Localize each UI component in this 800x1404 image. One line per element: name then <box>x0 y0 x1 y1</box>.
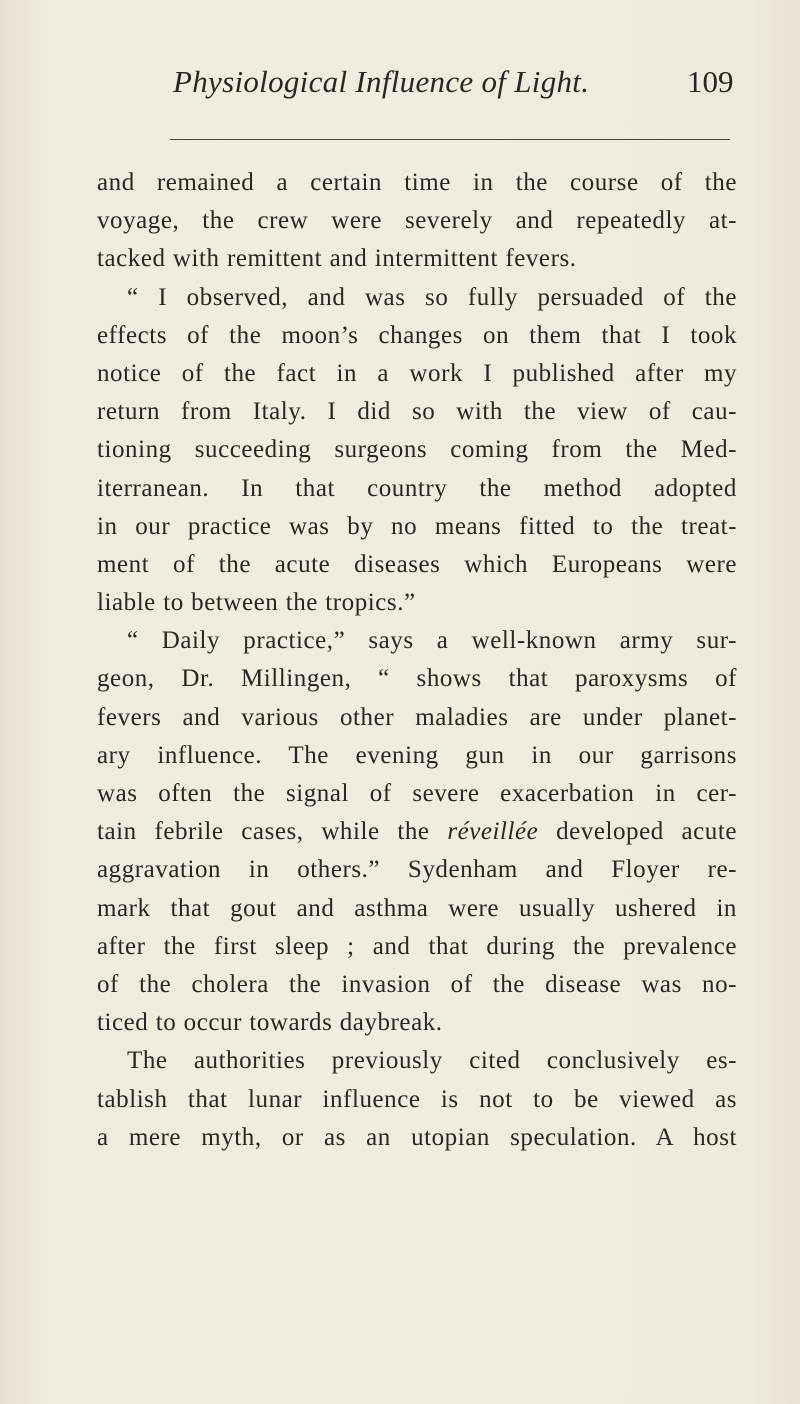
text-line: a mere myth, or as an utopian speculation. A host <box>97 1123 737 1151</box>
text-line: ment of the acute diseases which Europeans were <box>97 550 737 578</box>
text-line: ticed to occur towards daybreak. <box>97 1009 443 1037</box>
text-line: was often the signal of severe exacerbation in cer- <box>97 780 737 807</box>
text-line: mark that gout and asthma were usually ushered in <box>97 894 737 922</box>
body-text <box>97 164 737 1157</box>
italic-word: réveillée <box>447 818 539 846</box>
text-line: “ I observed, and was so fully persuaded of the <box>127 283 737 311</box>
header-rule <box>170 139 730 140</box>
page-header <box>0 64 800 108</box>
text-line: tablish that lunar influence is not to be viewed as <box>97 1085 737 1113</box>
text-line: “ Daily practice,” says a well-known army sur- <box>127 627 737 655</box>
text-line: geon, Dr. Millingen, “ shows that paroxysms of <box>97 665 737 693</box>
text-line: after the first sleep ; and that during the prevalence <box>97 932 737 960</box>
text-line: of the cholera the invasion of the disease was no- <box>97 970 737 998</box>
text-line: iterranean. In that country the method adopted <box>97 474 737 502</box>
page-number: 109 <box>687 64 734 99</box>
text-line: effects of the moon’s changes on them that I took <box>97 321 737 349</box>
text-line: in our practice was by no means fitted to the treat- <box>97 512 737 540</box>
text-line: aggravation in others.” Sydenham and Floyer re- <box>97 856 737 884</box>
text-line-with-italic <box>97 813 737 851</box>
text-line: return from Italy. I did so with the view of cau- <box>97 398 737 426</box>
text-line: notice of the fact in a work I published after my <box>97 359 737 387</box>
text-line: liable to between the tropics.” <box>97 589 416 617</box>
text-line: tacked with remittent and intermittent fevers. <box>97 245 577 273</box>
running-title: Physiological Influence of Light. <box>173 64 590 99</box>
line-text-after: developed acute <box>538 818 737 846</box>
text-line: voyage, the crew were severely and repeatedly at- <box>97 207 737 235</box>
text-line: fevers and various other maladies are under planet- <box>97 703 737 731</box>
line-text-before: tain febrile cases, while the <box>97 818 448 846</box>
text-line: The authorities previously cited conclusively es- <box>127 1047 737 1075</box>
text-line: and remained a certain time in the course of the <box>97 169 737 196</box>
text-line: tioning succeeding surgeons coming from the Med- <box>97 436 737 464</box>
text-line: ary influence. The evening gun in our garrisons <box>97 741 737 769</box>
